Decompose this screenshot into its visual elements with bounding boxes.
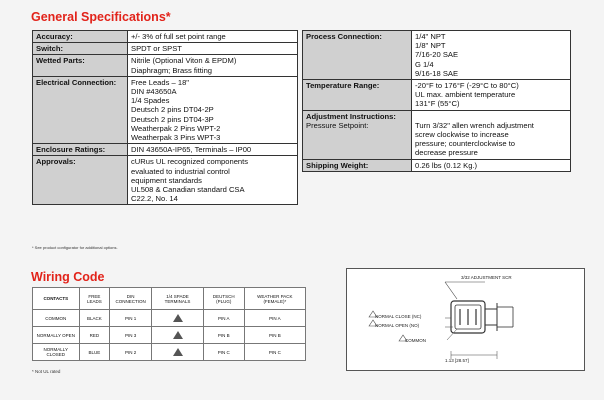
spec-spacer [415, 112, 567, 121]
spec-value: cURus UL recognized components [131, 157, 249, 167]
wiring-cell: PIN 2 [110, 344, 152, 361]
spec-value-cell [128, 55, 298, 76]
spec-label: Wetted Parts: [36, 56, 85, 66]
spec-value-cell [128, 43, 298, 55]
spec-row [33, 43, 298, 55]
wiring-cell: PIN 1 [110, 310, 152, 327]
spec-value-cell [128, 76, 298, 143]
spec-label-cell [303, 80, 412, 111]
spec-row [33, 31, 298, 43]
wiring-row [33, 310, 306, 327]
spec-label: Shipping Weight: [306, 160, 369, 170]
spec-row [33, 76, 298, 143]
spec-value: evaluated to industrial control [131, 166, 230, 176]
spec-label-cell [33, 31, 128, 43]
spec-value: C22.2, No. 14 [131, 194, 178, 204]
general-specifications-title: General Specifications* [31, 10, 171, 24]
spec-value-cell [412, 110, 571, 159]
wiring-cell: NORMALLY OPEN [33, 327, 80, 344]
spec-value: Nitrile (Optional Viton & EPDM) [131, 56, 237, 66]
spec-value: SPDT or SPST [131, 44, 182, 54]
spec-value: decrease pressure [415, 148, 478, 158]
spec-label: Approvals: [36, 157, 76, 167]
spec-label-cell [33, 55, 128, 76]
spec-value-cell [412, 159, 571, 171]
spec-row [303, 110, 571, 159]
wiring-header-cell: DIN CONNECTION [110, 288, 152, 310]
spec-value: UL508 & Canadian standard CSA [131, 185, 245, 195]
spec-row [33, 144, 298, 156]
wiring-cell: PIN A [203, 310, 244, 327]
spec-value: Turn 3/32" allen wrench adjustment [415, 120, 534, 130]
spec-value: UL max. ambient temperature [415, 90, 516, 100]
wiring-table [32, 287, 306, 361]
spec-label-cell [303, 110, 412, 159]
spec-label-cell [33, 76, 128, 143]
spec-sublabel: Pressure Setpoint: [306, 120, 369, 130]
spade-terminal-icon [173, 331, 183, 339]
wiring-cell: NORMALLY CLOSED [33, 344, 80, 361]
spec-label: Electrical Connection: [36, 77, 117, 87]
spec-value: 9/16-18 SAE [415, 68, 459, 78]
spec-label: Process Connection: [306, 32, 382, 41]
adjustment-screw-label: 3/32 ADJUSTMENT SCR [461, 275, 512, 280]
wiring-cell: PIN A [244, 310, 305, 327]
spec-value: -20°F to 176°F (-29°C to 80°C) [415, 81, 519, 91]
spec-label-cell [33, 43, 128, 55]
spec-row [303, 159, 571, 171]
spec-value: Deutsch 2 pins DT04-2P [131, 105, 214, 115]
wiring-cell: PIN B [203, 327, 244, 344]
wiring-code-title: Wiring Code [31, 270, 105, 284]
spec-row [33, 156, 298, 205]
spec-label: Enclosure Ratings: [36, 145, 106, 155]
spec-value: Weatherpak 2 Pins WPT-2 [131, 123, 221, 133]
wiring-header-row [33, 288, 306, 310]
spec-footnote: * See product configurator for additional options. [32, 245, 118, 250]
spade-terminal-cell [152, 327, 204, 344]
dimension-label: 1.13 [28.57] [445, 358, 469, 363]
spec-row [303, 80, 571, 111]
wiring-row [33, 344, 306, 361]
spec-label: Switch: [36, 44, 64, 54]
wiring-cell: PIN B [244, 327, 305, 344]
spec-value: Diaphragm; Brass fitting [131, 65, 213, 75]
wiring-cell: PIN C [244, 344, 305, 361]
wiring-header-cell: DEUTSCH (PLUG) [203, 288, 244, 310]
spec-value: DIN 43650A-IP65, Terminals – IP00 [131, 145, 252, 155]
wiring-row [33, 327, 306, 344]
wiring-cell: RED [79, 327, 110, 344]
wiring-cell: BLACK [79, 310, 110, 327]
spec-value-cell [412, 80, 571, 111]
spec-label-cell [303, 31, 412, 80]
spec-value: 7/16-20 SAE [415, 50, 459, 60]
wiring-note: * Not UL rated [32, 369, 61, 374]
wiring-header-cell: FREE LEADS [79, 288, 110, 310]
spade-terminal-cell [152, 310, 204, 327]
wiring-header-cell: WEATHER PACK (FEMALE)* [244, 288, 305, 310]
wiring-cell: BLUE [79, 344, 110, 361]
spec-label-cell [303, 159, 412, 171]
spec-value: Free Leads – 18" [131, 77, 189, 87]
spec-value: Deutsch 2 pins DT04-3P [131, 114, 214, 124]
spec-table-right [302, 30, 571, 172]
spec-label: Accuracy: [36, 32, 73, 41]
spec-value: screw clockwise to increase [415, 130, 509, 140]
spade-terminal-icon [173, 348, 183, 356]
switch-drawing [347, 269, 584, 370]
spec-value: pressure; counterclockwise to [415, 139, 516, 149]
spec-value: +/- 3% of full set point range [131, 32, 226, 41]
spec-value-cell [128, 144, 298, 156]
wiring-header-cell: CONTACTS [33, 288, 80, 310]
common-label: COMMON [405, 338, 426, 343]
normal-open-label: NORMAL OPEN (NO) [375, 323, 420, 328]
normal-close-label: NORMAL CLOSE (NC) [375, 314, 422, 319]
switch-diagram [346, 268, 585, 371]
spec-value-cell [128, 156, 298, 205]
spec-label: Adjustment Instructions: [306, 111, 396, 121]
spade-terminal-icon [173, 314, 183, 322]
wiring-cell: PIN C [203, 344, 244, 361]
spade-terminal-cell [152, 344, 204, 361]
spec-value: 131°F (55°C) [415, 99, 460, 109]
spec-table-left [32, 30, 298, 205]
spec-value: G 1/4 [415, 59, 434, 69]
spec-value: 1/8" NPT [415, 41, 446, 51]
wiring-header-cell: 1/4 SPADE TERMINALS [152, 288, 204, 310]
spec-label: Temperature Range: [306, 81, 380, 91]
spec-label-cell [33, 144, 128, 156]
spec-value: 1/4 Spades [131, 96, 170, 106]
spec-value: Weatherpak 3 Pins WPT-3 [131, 133, 221, 143]
spec-value-cell [412, 31, 571, 80]
spec-row [33, 55, 298, 76]
spec-value-cell [128, 31, 298, 43]
spec-value: 0.26 lbs (0.12 Kg.) [415, 160, 478, 170]
spec-value: 1/4" NPT [415, 32, 446, 41]
spec-value: equipment standards [131, 175, 202, 185]
spec-value: DIN #43650A [131, 87, 177, 97]
spec-row [303, 31, 571, 80]
wiring-cell: PIN 3 [110, 327, 152, 344]
spec-label-cell [33, 156, 128, 205]
wiring-cell: COMMON [33, 310, 80, 327]
